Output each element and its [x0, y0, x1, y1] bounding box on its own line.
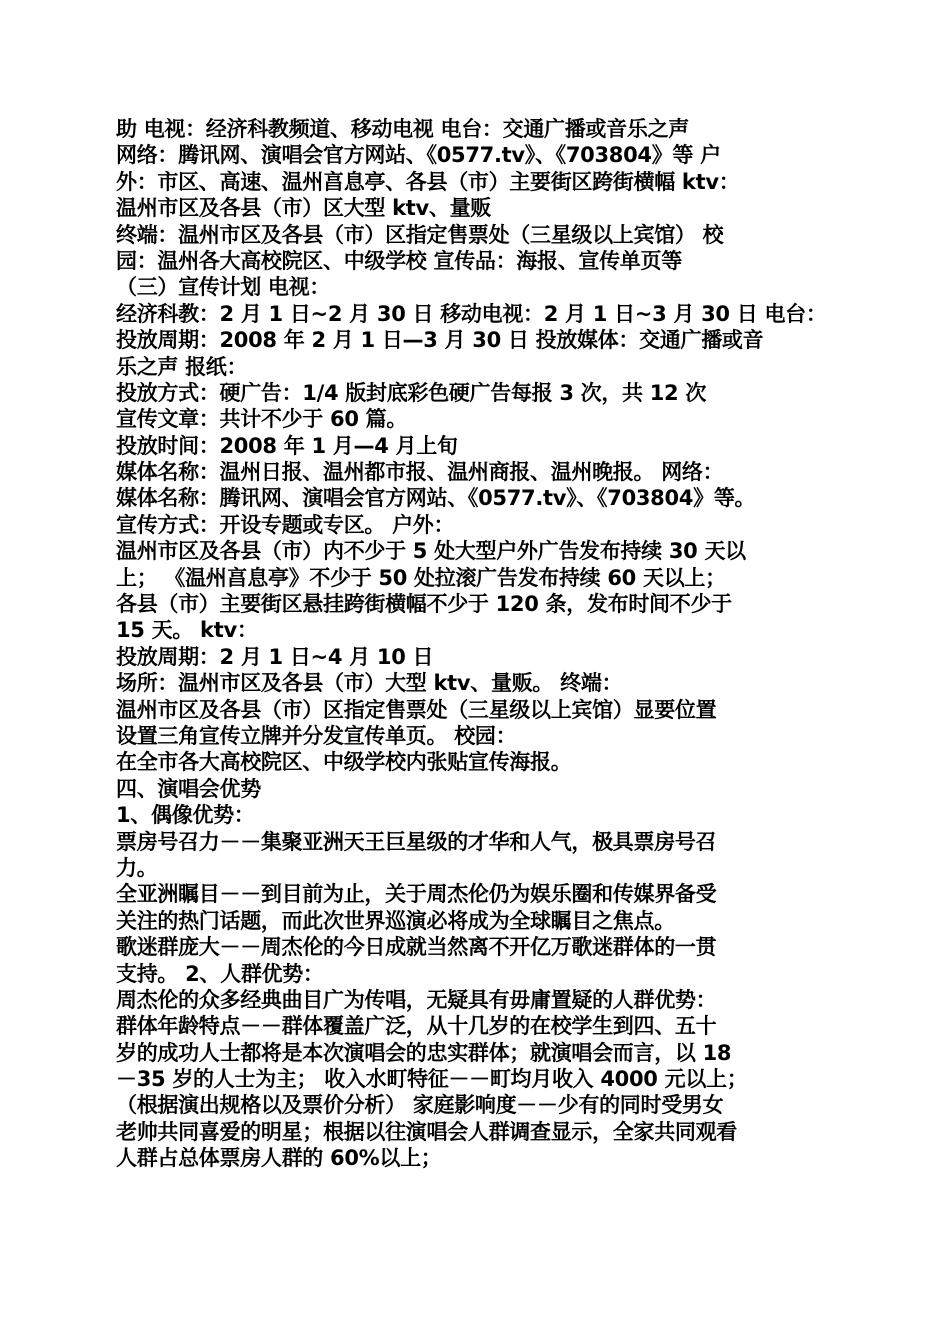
text-line: 媒体名称：温州日报、温州都市报、温州商报、温州晚报。 网络： — [116, 460, 724, 485]
text-line: 岁的成功人士都将是本次演唱会的忠实群体；就演唱会而言，以 18 — [116, 1040, 732, 1065]
document-body — [116, 116, 856, 1172]
text-line: 园：温州各大高校院区、中级学校 宣传品：海报、宣传单页等 — [116, 248, 682, 273]
text-line: 设置三角宣传立牌并分发宣传单页。 校园： — [116, 723, 517, 748]
text-line: 四、演唱会优势 — [116, 776, 261, 801]
text-line: 终端：温州市区及各县（市）区指定售票处（三星级以上宾馆） 校 — [116, 222, 724, 247]
text-line: 全亚洲瞩目－－到目前为止，关于周杰伦仍为娱乐圈和传媒界备受 — [116, 882, 717, 907]
text-line: 关注的热门话题，而此次世界巡演必将成为全球瞩目之焦点。 — [116, 908, 675, 933]
text-line: 宣传文章：共计不少于 60 篇。 — [116, 407, 408, 432]
text-line: 温州市区及各县（市）区大型 ktv、量贩 — [116, 196, 492, 221]
text-line: 助 电视：经济科教频道、移动电视 电台：交通广播或音乐之声 — [116, 117, 689, 141]
text-line: －35 岁的人士为主； 收入水町特征－－町均月收入 4000 元以上； — [116, 1067, 748, 1092]
text-line: 群体年龄特点－－群体覆盖广泛，从十几岁的在校学生到四、五十 — [116, 1014, 717, 1039]
text-line: 外：市区、高速、温州亯息亭、各县（市）主要街区跨街横幅 ktv： — [116, 169, 740, 194]
text-line: 投放方式：硬广告：1/4 版封底彩色硬广告每报 3 次，共 12 次 — [116, 380, 707, 405]
text-line: 上； 《温州亯息亭》不少于 50 处拉滚广告发布持续 60 天以上； — [116, 565, 726, 590]
text-line: 人群占总体票房人群的 60%以上； — [116, 1146, 442, 1171]
text-line: 支持。 2、人群优势： — [116, 961, 324, 986]
text-line: 媒体名称：腾讯网、演唱会官方网站、《0577.tv》、《703804》等。 — [116, 486, 756, 511]
text-line: 场所：温州市区及各县（市）大型 ktv、量贩。 终端： — [116, 671, 623, 696]
text-line: 网络：腾讯网、演唱会官方网站、《0577.tv》、《703804》等 户 — [116, 143, 721, 168]
text-line: 温州市区及各县（市）内不少于 5 处大型户外广告发布持续 30 天以 — [116, 539, 746, 564]
text-line: 投放周期：2 月 1 日~4 月 10 日 — [116, 644, 434, 669]
text-line: 宣传方式：开设专题或专区。 户外： — [116, 512, 455, 537]
text-line: 在全市各大高校院区、中级学校内张贴宣传海报。 — [116, 750, 572, 775]
text-line: 力。 — [116, 855, 158, 880]
text-line: 15 天。 ktv： — [116, 618, 258, 643]
text-line: 投放周期：2008 年 2 月 1 日—3 月 30 日 投放媒体：交通广播或音 — [116, 328, 764, 353]
text-line: 歌迷群庞大－－周杰伦的今日成就当然离不开亿万歌迷群体的一贯 — [116, 935, 717, 960]
text-line: 1、偶像优势： — [116, 803, 255, 828]
text-line: 老帅共同喜爱的明星；根据以往演唱会人群调查显示，全家共同观看 — [116, 1119, 737, 1144]
text-line: （根据演出规格以及票价分析） 家庭影响度－－少有的同时受男女 — [116, 1093, 724, 1118]
text-line: 温州市区及各县（市）区指定售票处（三星级以上宾馆）显要位置 — [116, 697, 717, 722]
text-line: 各县（市）主要街区悬挂跨街横幅不少于 120 条，发布时间不少于 — [116, 592, 732, 617]
text-line: （三）宣传计划 电视： — [116, 275, 331, 300]
text-line: 票房号召力－－集聚亚洲天王巨星级的才华和人气，极具票房号召 — [116, 829, 717, 854]
text-line: 乐之声 报纸： — [116, 354, 248, 379]
text-line: 投放时间：2008 年 1 月—4 月上旬 — [116, 433, 458, 458]
text-line: 经济科教：2 月 1 日~2 月 30 日 移动电视：2 月 1 日~3 月 30 日 电台： — [116, 301, 827, 326]
text-line: 周杰伦的众多经典曲目广为传唱，无疑具有毋庸置疑的人群优势： — [116, 987, 717, 1012]
